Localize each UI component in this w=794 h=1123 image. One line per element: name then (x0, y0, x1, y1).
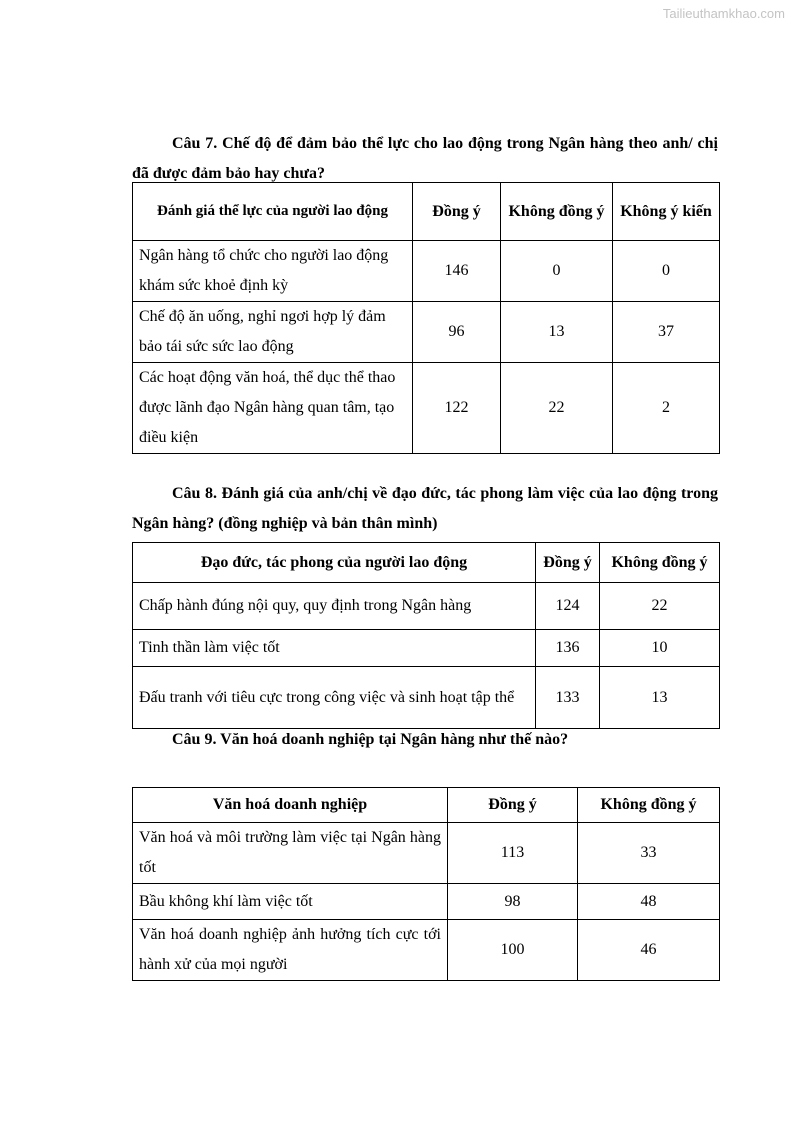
table-row (133, 241, 720, 302)
row-label: Tinh thần làm việc tốt (133, 630, 536, 667)
col-header-criteria: Đánh giá thể lực của người lao động (133, 183, 413, 241)
disagree-count: 33 (578, 823, 720, 884)
table-header-row (133, 183, 720, 241)
no-opinion-count: 2 (613, 363, 720, 454)
disagree-count: 22 (600, 583, 720, 630)
row-label: Chấp hành đúng nội quy, quy định trong Ngân hàng (133, 583, 536, 630)
agree-count: 122 (413, 363, 501, 454)
col-header-criteria: Văn hoá doanh nghiệp (133, 788, 448, 823)
table-header-row (133, 788, 720, 823)
agree-count: 146 (413, 241, 501, 302)
agree-count: 136 (536, 630, 600, 667)
watermark: Tailieuthamkhao.com (662, 6, 785, 21)
question-7-table (132, 182, 720, 454)
agree-count: 96 (413, 302, 501, 363)
col-header-disagree: Không đồng ý (578, 788, 720, 823)
disagree-count: 0 (501, 241, 613, 302)
row-label: Văn hoá doanh nghiệp ảnh hưởng tích cực tới hành xử của mọi người (133, 920, 448, 981)
col-header-disagree: Không đồng ý (600, 543, 720, 583)
disagree-count: 46 (578, 920, 720, 981)
col-header-no-opinion: Không ý kiến (613, 183, 720, 241)
row-label: Đấu tranh với tiêu cực trong công việc và sinh hoạt tập thể (133, 667, 536, 729)
table-row (133, 630, 720, 667)
row-label: Các hoạt động văn hoá, thể dục thể thao được lãnh đạo Ngân hàng quan tâm, tạo điều kiện (133, 363, 413, 454)
disagree-count: 22 (501, 363, 613, 454)
agree-count: 113 (448, 823, 578, 884)
disagree-count: 48 (578, 884, 720, 920)
disagree-count: 13 (600, 667, 720, 729)
table-header-row (133, 543, 720, 583)
question-9-table (132, 787, 720, 981)
table-row (133, 583, 720, 630)
row-label: Văn hoá và môi trường làm việc tại Ngân hàng tốt (133, 823, 448, 884)
question-8-table (132, 542, 720, 729)
col-header-agree: Đồng ý (413, 183, 501, 241)
table-row (133, 302, 720, 363)
no-opinion-count: 37 (613, 302, 720, 363)
agree-count: 124 (536, 583, 600, 630)
table-row (133, 920, 720, 981)
col-header-disagree: Không đồng ý (501, 183, 613, 241)
table-row (133, 667, 720, 729)
col-header-agree: Đồng ý (448, 788, 578, 823)
agree-count: 98 (448, 884, 578, 920)
agree-count: 100 (448, 920, 578, 981)
disagree-count: 13 (501, 302, 613, 363)
disagree-count: 10 (600, 630, 720, 667)
agree-count: 133 (536, 667, 600, 729)
col-header-agree: Đồng ý (536, 543, 600, 583)
table-row (133, 823, 720, 884)
col-header-criteria: Đạo đức, tác phong của người lao động (133, 543, 536, 583)
no-opinion-count: 0 (613, 241, 720, 302)
row-label: Chế độ ăn uống, nghỉ ngơi hợp lý đảm bảo tái sức sức lao động (133, 302, 413, 363)
row-label: Ngân hàng tổ chức cho người lao động khám sức khoẻ định kỳ (133, 241, 413, 302)
question-9-title: Câu 9. Văn hoá doanh nghiệp tại Ngân hàng như thế nào? (172, 731, 569, 748)
question-7-title: Câu 7. Chế độ để đảm bảo thể lực cho lao động trong Ngân hàng theo anh/ chị đã được đảm bảo hay chưa? (132, 135, 718, 182)
question-8-title: Câu 8. Đánh giá của anh/chị về đạo đức, tác phong làm việc của lao động trong Ngân hàng? (đồng nghiệp và bản thân mình) (132, 485, 718, 532)
table-row (133, 363, 720, 454)
table-row (133, 884, 720, 920)
row-label: Bầu không khí làm việc tốt (133, 884, 448, 920)
